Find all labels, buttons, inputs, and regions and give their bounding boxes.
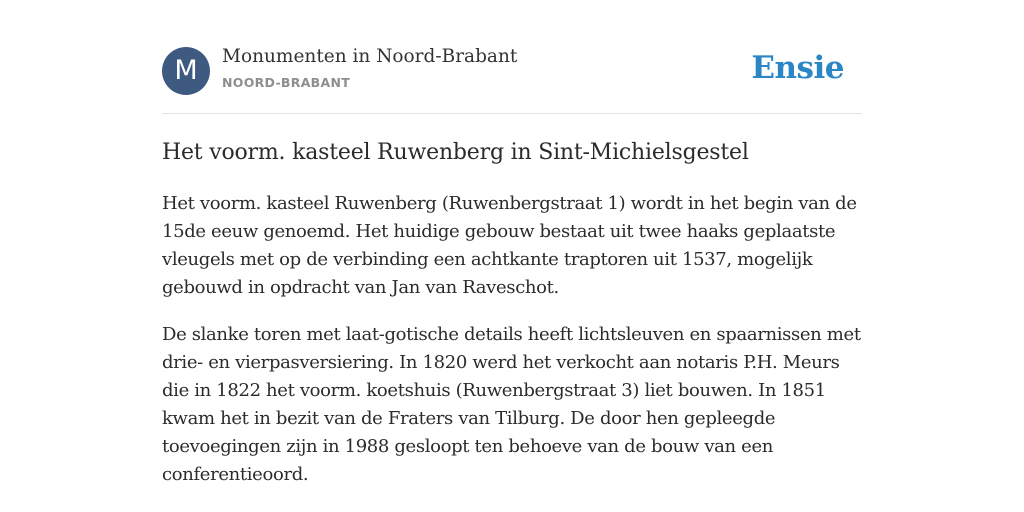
article-paragraph-2: De slanke toren met laat-gotische details heeft lichtsleuven en spaarnissen met drie- en vierpasversiering. In 1820 werd het verkocht aan notaris P.H. Meurs die in 1822 het voorm. koetshuis (Ruwenbergstraat 3) liet bouwen. In 1851 kwam het in bezit van de Fraters van Tilburg. De door hen gepleegde toevoegingen zijn in 1988 gesloopt ten behoeve van de bouw van een conferentieoord. bbox=[162, 324, 861, 485]
card-header bbox=[162, 40, 862, 114]
source-avatar[interactable]: M bbox=[162, 47, 210, 95]
article-title: Het voorm. kasteel Ruwenberg in Sint-Michielsgestel bbox=[162, 140, 749, 165]
definition-card bbox=[162, 40, 862, 489]
source-category-link[interactable]: NOORD-BRABANT bbox=[222, 75, 351, 90]
source-title-link[interactable]: Monumenten in Noord-Brabant bbox=[222, 46, 518, 67]
article-paragraph-1: Het voorm. kasteel Ruwenberg (Ruwenbergstraat 1) wordt in het begin van de 15de eeuw genoemd. Het huidige gebouw bestaat uit twee haaks geplaatste vleugels met op de verbinding een achtkante traptoren uit 1537, mogelijk gebouwd in opdracht van Jan van Raveschot. bbox=[162, 193, 857, 298]
ensie-logo[interactable]: Ensie bbox=[751, 50, 844, 86]
